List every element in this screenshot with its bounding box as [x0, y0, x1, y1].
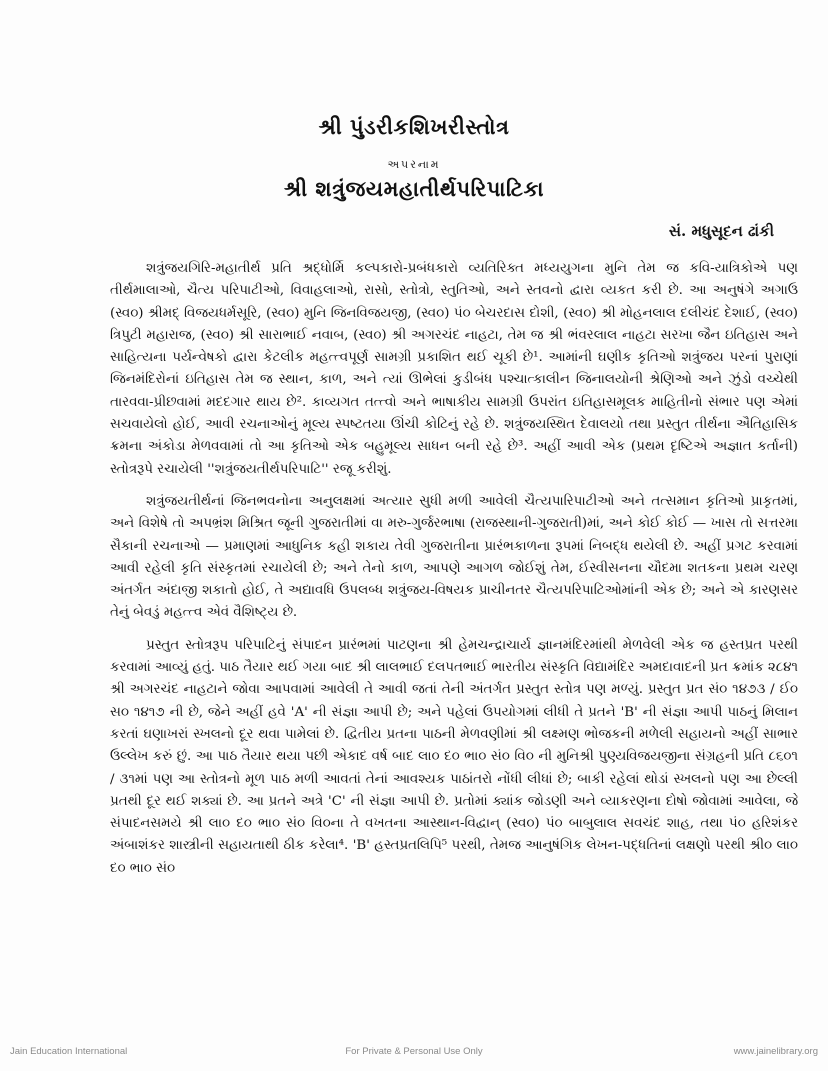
footer-usage-note: For Private & Personal Use Only: [345, 1046, 483, 1057]
author-byline: સં. મધુસૂદન ઢાંકી: [668, 222, 774, 240]
footer-website-link[interactable]: www.jainelibrary.org: [733, 1046, 818, 1057]
page-footer: [0, 1046, 828, 1062]
document-subtitle: શ્રી શત્રુંજયમહાતીર્થપરિપાટિકા: [284, 176, 544, 201]
body-text: [110, 258, 798, 890]
paragraph-2: શત્રુંજયતીર્થનાં જિનભવનોના અનુલક્ષમાં અત્યાર સુધી મળી આવેલી ચૈત્યપારિપાટીઓ અને તત્સમાન કૃતિઓ પ્રાકૃતમાં, અને વિશેષે તો અપભ્રંશ મિશ્રિત જૂની ગુજરાતીમાં વા મરુ-ગુર્જરભાષા (રાજસ્થાની-ગુજરાતી)માં, અને કોઈ કોઈ — ખાસ તો સત્તરમા સૈકાની રચનાઓ — પ્રમાણમાં આધુનિક કહી શકાય તેવી ગુજરાતીના પ્રારંભકાળના રૂપમાં નિબદ્ધ થયેલી છે. અહીં પ્રગટ કરવામાં આવી રહેલી કૃતિ સંસ્કૃતમાં રચાયેલી છે; અને તેનો કાળ, આપણે આગળ જોઈશું તેમ, ઈસ્વીસનના ચૌદમા શતકના પ્રથમ ચરણ અંતર્ગત અંદાજી શકાતો હોઈ, તે અદ્યાવધિ ઉપલબ્ધ શત્રુંજય-વિષયક પ્રાચીનતર ચૈત્યપરિપાટિઓમાંની એક છે; અને એ કારણસર તેનું બેવડું મહત્ત્વ એવં વૈશિષ્ટ્ય છે.: [110, 493, 798, 621]
paragraph-1: શત્રુંજયગિરિ-મહાતીર્થ પ્રતિ શ્રદ્ધોર્મિ કલ્પકારો-પ્રબંધકારો વ્યતિરિક્ત મધ્યયુગના મુનિ તેમ જ કવિ-યાત્રિકોએ પણ તીર્થમાલાઓ, ચૈત્ય પરિપાટીઓ, વિવાહલાઓ, રાસો, સ્તોત્રો, સ્તુતિઓ, અને સ્તવનો દ્વારા વ્યકત કરી છે. આ અનુષંગે અગાઉ (સ્વ૦) શ્રીમદ્ વિજયધર્મસૂરિ, (સ્વ૦) મુનિ જિનવિજયજી, (સ્વ૦) પં૦ બેચરદાસ દોશી, (સ્વ૦) શ્રી મોહનલાલ દલીચંદ દેશાઈ, (સ્વ૦) ત્રિપુટી મહારાજ, (સ્વ૦) શ્રી સારાભાઈ નવાબ, (સ્વ૦) શ્રી અગરચંદ નાહટા, તેમ જ શ્રી ભંવરલાલ નાહટા સરખા જૈન ઇતિહાસ અને સાહિત્યના પર્યન્વેષકો દ્વારા કેટલીક મહત્ત્વપૂર્ણ સામગ્રી પ્રકાશિત થઈ ચૂકી છે¹. આમાંની ઘણીક કૃતિઓ શત્રુંજય પરનાં પુરાણાં જિનમંદિરોનાં ઇતિહાસ તેમ જ સ્થાન, કાળ, અને ત્યાં ઊભેલાં કુડીબંધ પશ્ચાત્કાલીન જિનાલયોની શ્રેણિઓ અને ઝુંડો વચ્ચેથી તારવવા-પ્રીછવામાં મદદગાર થાય છે². કાવ્યગત તત્ત્વો અને ભાષાકીય સામગ્રી ઉપરાંત ઇતિહાસમૂલક માહિતીનો સંભાર પણ એમાં સચવાયેલો હોઈ, આવી રચનાઓનું મૂલ્ય સ્પષ્ટતયા ઊંચી કોટિનું રહે છે. શત્રુંજયસ્થિત દેવાલયો તથા પ્રસ્તુત તીર્થના ઐતિહાસિક ક્રમના અંકોડા મેળવવામાં તો આ કૃતિઓ એક બહુમૂલ્ય સાધન બની રહે છે³. અહીં આવી એક (પ્રથમ દૃષ્ટિએ અજ્ઞાત કર્તાની) સ્તોત્રરૂપે રચાયેલી ''શત્રુંજયતીર્થપરિપાટિ'' રજૂ કરીશું.: [110, 261, 798, 477]
alternate-name-label: અપરનામ: [387, 158, 441, 171]
document-title: શ્રી પુંડરીકશિખરીસ્તોત્ર: [318, 114, 510, 139]
paragraph-3: પ્રસ્તુત સ્તોત્રરૂપ પરિપાટિનું સંપાદન પ્રારંભમાં પાટણના શ્રી હેમચન્દ્રાચાર્ય જ્ઞાનમંદિરમાંથી મેળવેલી એક જ હસ્તપ્રત પરથી કરવામાં આવ્યું હતું. પાઠ તૈયાર થઈ ગયા બાદ શ્રી લાલભાઈ દલપતભાઈ ભારતીય સંસ્કૃતિ વિદ્યામંદિર અમદાવાદની પ્રત ક્રમાંક ૨૮૪૧ શ્રી અગરચંદ નાહટાને જોવા આપવામાં આવેલી તે આવી જતાં તેની અંતર્ગત પ્રસ્તુત સ્તોત્ર પણ મળ્યું. પ્રસ્તુત પ્રત સં૦ ૧૪૭૩ / ઈ૦ સ૦ ૧૪૧૭ ની છે, જેને અહીં હવે 'A' ની સંજ્ઞા આપી છે; અને પહેલાં ઉપયોગમાં લીધી તે પ્રતને 'B' ની સંજ્ઞા આપી પાઠનું મિલાન કરતાં ઘણાખરાં સ્ખલનો દૂર થવા પામેલાં છે. દ્વિતીય પ્રતના પાઠની મેળવણીમાં શ્રી લક્ષ્મણ ભોજકની મળેલી સહાયનો અહીં સાભાર ઉલ્લેખ કરું છું. આ પાઠ તૈયાર થયા પછી એકાદ વર્ષ બાદ લા૦ દ૦ ભા૦ સં૦ વિ૦ ની મુનિશ્રી પુણ્યવિજયજીના સંગ્રહની પ્રતિ ૮૬૦૧ / ૩૧માં પણ આ સ્તોત્રનો મૂળ પાઠ મળી આવતાં તેનાં આવશ્યક પાઠાંતરો નોંધી લીધાં છે; બાકી રહેલાં થોડાં સ્ખલનો પણ આ છેલ્લી પ્રતથી દૂર થઈ શક્યાં છે. આ પ્રતને અત્રે 'C' ની સંજ્ઞા આપી છે. પ્રતોમાં ક્યાંક જોડણી અને વ્યાકરણના દોષો જોવામાં આવેલા, જે સંપાદનસમયે શ્રી લા૦ દ૦ ભા૦ સં૦ વિ૦ના તે વખતના આસ્થાન-વિદ્વાન્ (સ્વ૦) પં૦ બાબુલાલ સવચંદ શાહ, તથા પં૦ હરિશંકર અંબાશંકર શાસ્ત્રીની સહાયતાથી ઠીક કરેલા⁴. 'B' હસ્તપ્રતલિપિ⁵ પરથી, તેમજ આનુષંગિક લેખન-પદ્ધતિનાં લક્ષણો પરથી શ્રી૦ લા૦ દ૦ ભા૦ સં૦: [110, 637, 798, 876]
footer-publisher: Jain Education International: [10, 1046, 128, 1057]
